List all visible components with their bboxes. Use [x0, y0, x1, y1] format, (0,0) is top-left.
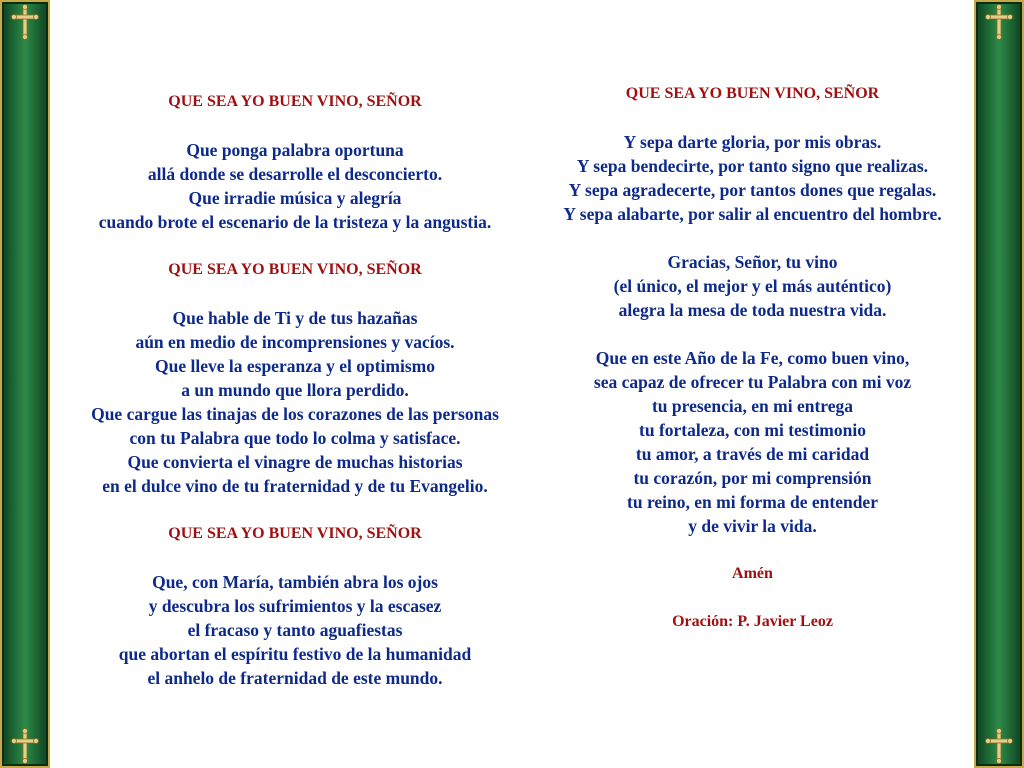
left-poem-column	[55, 90, 535, 690]
verse-line: Que cargue las tinajas de los corazones de las personas	[91, 404, 499, 424]
verse-line: Y sepa bendecirte, por tanto signo que realizas.	[576, 156, 929, 176]
refrain: QUE SEA YO BUEN VINO, SEÑOR	[168, 93, 422, 110]
cross-icon	[985, 4, 1013, 40]
verse-line: Que irradie música y alegría	[188, 188, 402, 208]
verse-line: con tu Palabra que todo lo colma y satisface.	[129, 428, 461, 448]
verse-line: allá donde se desarrolle el desconcierto.	[147, 164, 443, 184]
refrain: QUE SEA YO BUEN VINO, SEÑOR	[625, 85, 880, 102]
verse-line: tu corazón, por mi comprensión	[633, 468, 872, 488]
right-decorative-border	[974, 0, 1024, 768]
left-decorative-border	[0, 0, 50, 768]
verse-line: Que, con María, también abra los ojos	[152, 572, 438, 592]
verse-line: Y sepa agradecerte, por tantos dones que regalas.	[568, 180, 937, 200]
author-credit: Oración: P. Javier Leoz	[672, 613, 833, 630]
amen: Amén	[732, 565, 773, 582]
verse-line: tu reino, en mi forma de entender	[627, 492, 878, 512]
verse-line: tu amor, a través de mi caridad	[635, 444, 870, 464]
verse-line: Gracias, Señor, tu vino	[667, 252, 838, 272]
verse-line: Y sepa alabarte, por salir al encuentro del hombre.	[563, 204, 942, 224]
verse-line: (el único, el mejor y el más auténtico)	[613, 276, 892, 296]
verse-line: tu presencia, en mi entrega	[651, 396, 854, 416]
verse-line: Y sepa darte gloria, por mis obras.	[623, 132, 882, 152]
cross-icon	[985, 728, 1013, 764]
verse-line: Que en este Año de la Fe, como buen vino,	[595, 348, 910, 368]
verse-line: Que convierta el vinagre de muchas historias	[127, 452, 463, 472]
verse-line: aún en medio de incomprensiones y vacíos.	[135, 332, 455, 352]
verse-line: Que ponga palabra oportuna	[186, 140, 404, 160]
refrain: QUE SEA YO BUEN VINO, SEÑOR	[168, 261, 422, 278]
cross-icon	[11, 728, 39, 764]
verse-line: alegra la mesa de toda nuestra vida.	[618, 300, 887, 320]
verse-line: y de vivir la vida.	[688, 516, 817, 536]
refrain: QUE SEA YO BUEN VINO, SEÑOR	[168, 525, 422, 542]
verse-line: el fracaso y tanto aguafiestas	[187, 620, 403, 640]
verse-line: Que lleve la esperanza y el optimismo	[155, 356, 435, 376]
right-poem-column	[535, 82, 970, 634]
verse-line: a un mundo que llora perdido.	[181, 380, 409, 400]
verse-line: en el dulce vino de tu fraternidad y de tu Evangelio.	[102, 476, 488, 496]
verse-line: que abortan el espíritu festivo de la humanidad	[118, 644, 472, 664]
verse-line: Que hable de Ti y de tus hazañas	[172, 308, 418, 328]
verse-line: el anhelo de fraternidad de este mundo.	[147, 668, 443, 688]
verse-line: cuando brote el escenario de la tristeza y la angustia.	[98, 212, 492, 232]
verse-line: sea capaz de ofrecer tu Palabra con mi voz	[593, 372, 912, 392]
verse-line: y descubra los sufrimientos y la escasez	[148, 596, 442, 616]
verse-line: tu fortaleza, con mi testimonio	[639, 420, 866, 440]
cross-icon	[11, 4, 39, 40]
